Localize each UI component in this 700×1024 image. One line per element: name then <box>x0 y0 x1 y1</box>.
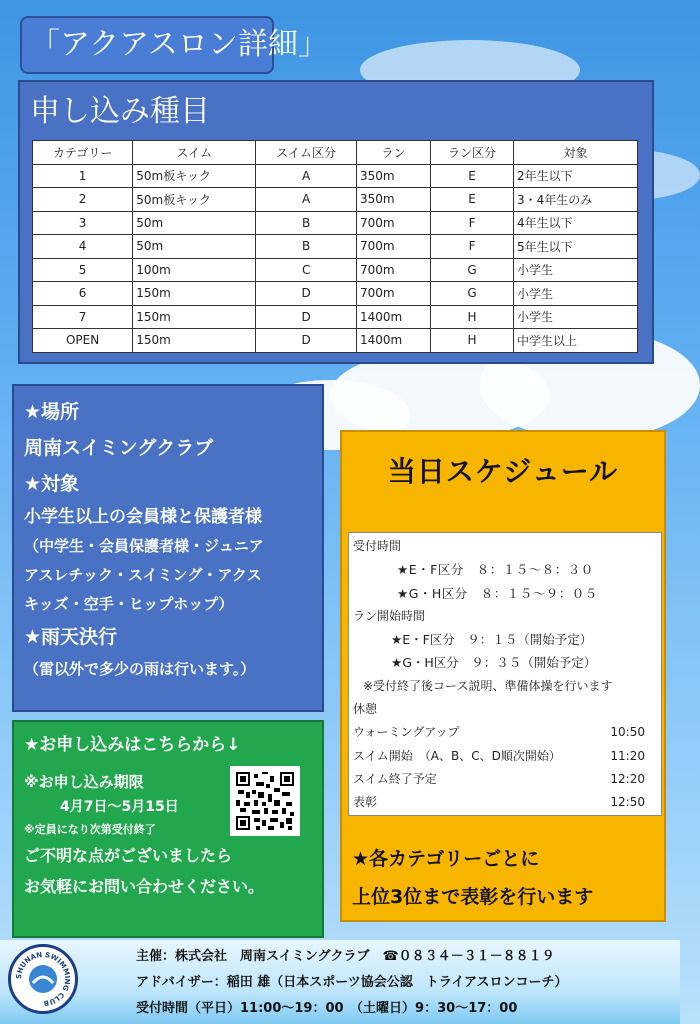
table-cell: 7 <box>33 305 133 329</box>
award-line: ★各カテゴリーごとに <box>352 848 540 870</box>
schedule-item: ★G・H区分 ９：３５（開始予定） <box>391 655 597 671</box>
table-cell: 小学生 <box>514 258 638 282</box>
column-header: ラン区分 <box>431 141 514 165</box>
table-cell: D <box>256 329 357 353</box>
table-header-row <box>33 141 638 165</box>
schedule-item-label: 表彰 <box>353 795 378 810</box>
table-row <box>33 235 638 259</box>
table-row <box>33 188 638 212</box>
target-text: 小学生以上の会員様と保護者様 <box>24 507 262 527</box>
table-cell: H <box>431 329 514 353</box>
column-header: 対象 <box>514 141 638 165</box>
schedule-item <box>353 791 657 814</box>
table-cell: 350m <box>356 188 430 212</box>
table-cell: 4 <box>33 235 133 259</box>
table-cell: 100m <box>133 258 256 282</box>
column-header: スイム区分 <box>256 141 357 165</box>
table-cell: 150m <box>133 305 256 329</box>
table-cell: B <box>256 211 357 235</box>
table-cell: E <box>431 164 514 188</box>
capacity-note: ※定員になり次第受付終了 <box>24 823 156 836</box>
schedule-item <box>353 768 657 791</box>
schedule-item-label: スイム終了予定 <box>353 771 437 786</box>
table-cell: F <box>431 235 514 259</box>
column-header: カテゴリー <box>33 141 133 165</box>
schedule-item <box>353 721 657 744</box>
rain-note: （雷以外で多少の雨は行います。） <box>24 660 256 678</box>
rain-heading: ★雨天決行 <box>24 626 118 648</box>
club-logo-icon <box>8 944 78 1014</box>
place-heading: ★場所 <box>24 401 80 423</box>
schedule-item: ★E・F区分 ８：１５～８：３０ <box>397 562 594 578</box>
table-cell: 中学生以上 <box>514 329 638 353</box>
column-header: スイム <box>133 141 256 165</box>
table-cell: 1 <box>33 164 133 188</box>
schedule-item-time: 12:50 <box>610 795 645 810</box>
application-panel <box>12 720 324 938</box>
schedule-item-time: 11:20 <box>610 748 645 763</box>
categories-table <box>32 140 638 353</box>
application-period: 4月7日～5月15日 <box>60 799 179 815</box>
table-row <box>33 305 638 329</box>
table-cell: 小学生 <box>514 305 638 329</box>
table-cell: A <box>256 188 357 212</box>
place-text: 周南スイミングクラブ <box>24 437 214 459</box>
table-cell: 3・4年生のみ <box>514 188 638 212</box>
table-cell: C <box>256 258 357 282</box>
schedule-note: ※受付終了後コース説明、準備体操を行います <box>363 678 613 693</box>
advisor-text: アドバイザー：稲田 雄（日本スポーツ協会公認 トライアスロンコーチ） <box>136 975 568 990</box>
categories-heading: 申し込み種目 <box>30 94 210 129</box>
schedule-label: 休憩 <box>353 702 378 717</box>
hours-text: 受付時間（平日）11:00～19：00 （土曜日）9：30～17：00 <box>136 1001 518 1016</box>
footer-info <box>136 944 567 1022</box>
table-cell: 150m <box>133 282 256 306</box>
table-cell: 700m <box>356 235 430 259</box>
schedule-item-label: スイム開始 （A、B、C、D順次開始） <box>353 748 561 763</box>
schedule-item-time: 10:50 <box>610 725 645 740</box>
table-cell: G <box>431 282 514 306</box>
table-cell: 700m <box>356 258 430 282</box>
table-cell: D <box>256 305 357 329</box>
table-cell: 2 <box>33 188 133 212</box>
schedule-list <box>348 532 662 816</box>
table-cell: G <box>431 258 514 282</box>
table-cell: 2年生以下 <box>514 164 638 188</box>
table-cell: H <box>431 305 514 329</box>
table-cell: 6 <box>33 282 133 306</box>
table-cell: 700m <box>356 211 430 235</box>
table-cell: F <box>431 211 514 235</box>
table-cell: 50m <box>133 211 256 235</box>
table-cell: 5 <box>33 258 133 282</box>
schedule-item-label: ウォーミングアップ <box>353 725 460 740</box>
table-cell: B <box>256 235 357 259</box>
table-cell: 150m <box>133 329 256 353</box>
schedule-item: ★E・F区分 ９：１５（開始予定） <box>391 632 593 648</box>
contact-text: ご不明な点がございましたら <box>24 846 233 865</box>
target-note: アスレチック・スイミング・アクス <box>24 566 262 584</box>
table-row <box>33 164 638 188</box>
table-cell: 50m板キック <box>133 188 256 212</box>
page-title: 「アクアスロン詳細」 <box>20 16 274 74</box>
application-period-label: ※お申し込み期限 <box>24 773 144 791</box>
table-cell: 50m <box>133 235 256 259</box>
table-cell: 3 <box>33 211 133 235</box>
table-cell: OPEN <box>33 329 133 353</box>
schedule-label: 受付時間 <box>353 539 402 553</box>
categories-panel <box>18 80 654 364</box>
organizer-text: 主催：株式会社 周南スイミングクラブ ☎０８３４－３１－８８１９ <box>136 949 555 964</box>
table-cell: 1400m <box>356 305 430 329</box>
table-cell: A <box>256 164 357 188</box>
info-panel <box>12 384 324 712</box>
target-note: キッズ・空手・ヒップホップ） <box>24 595 234 613</box>
table-cell: E <box>431 188 514 212</box>
schedule-item-time: 12:20 <box>610 771 645 786</box>
table-cell: 50m板キック <box>133 164 256 188</box>
table-cell: D <box>256 282 357 306</box>
award-line: 上位3位まで表彰を行います <box>352 886 594 908</box>
logo-text: SHUNAN SWIMMING CLUB <box>14 950 72 1008</box>
table-cell: 5年生以下 <box>514 235 638 259</box>
target-heading: ★対象 <box>24 473 80 495</box>
table-cell: 小学生 <box>514 282 638 306</box>
table-cell: 4年生以下 <box>514 211 638 235</box>
contact-text: お気軽にお問い合わせください。 <box>24 877 265 896</box>
column-header: ラン <box>356 141 430 165</box>
target-note: （中学生・会員保護者様・ジュニア <box>24 537 264 555</box>
award-text <box>352 840 593 916</box>
schedule-item <box>353 745 657 768</box>
application-heading: ★お申し込みはこちらから↓ <box>24 735 241 755</box>
table-cell: 1400m <box>356 329 430 353</box>
table-cell: 350m <box>356 164 430 188</box>
schedule-panel <box>340 430 666 922</box>
table-row <box>33 211 638 235</box>
schedule-label: ラン開始時間 <box>353 608 426 623</box>
table-cell: 700m <box>356 282 430 306</box>
table-row <box>33 329 638 353</box>
table-row <box>33 282 638 306</box>
schedule-title: 当日スケジュール <box>387 455 619 488</box>
table-row <box>33 258 638 282</box>
schedule-item: ★G・H区分 ８：１５～９：０５ <box>397 585 598 601</box>
qr-code-icon[interactable] <box>230 766 300 836</box>
